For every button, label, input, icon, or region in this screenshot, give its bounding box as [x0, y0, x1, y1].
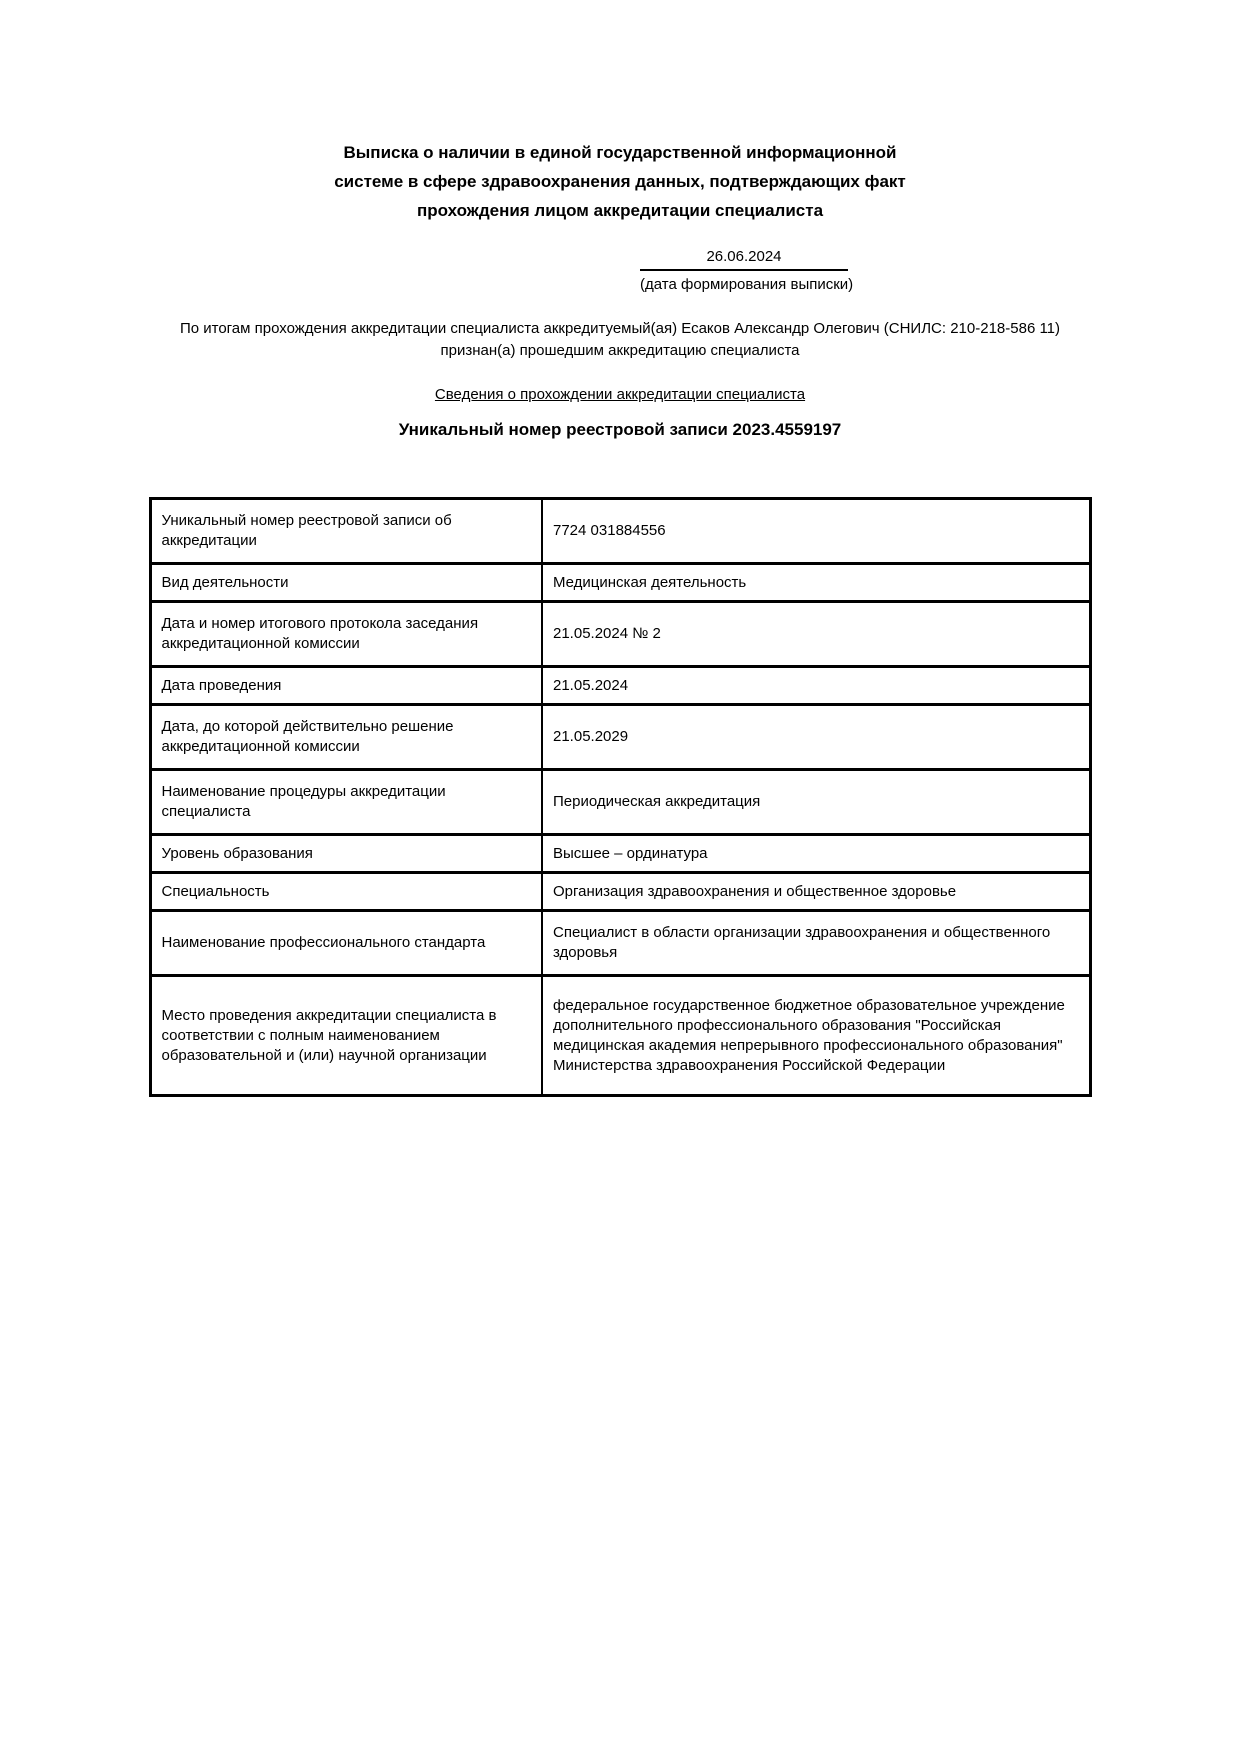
table-row: [150, 976, 1090, 1096]
intro-paragraph-line: признан(а) прошедшим аккредитацию специалиста: [440, 342, 800, 359]
table-row: [150, 499, 1090, 564]
row-value: 21.05.2024: [542, 667, 1090, 705]
document-title-line: системе в сфере здравоохранения данных, подтверждающих факт: [334, 172, 906, 191]
section-heading: Сведения о прохождении аккредитации специалиста: [434, 386, 806, 403]
table-row: [150, 835, 1090, 873]
document-title-line: прохождения лицом аккредитации специалиста: [416, 201, 824, 220]
document-title: [0, 0, 1240, 225]
issue-date: 26.06.2024: [640, 247, 848, 271]
registry-number-heading: Уникальный номер реестровой записи 2023.4559197: [398, 420, 842, 439]
table-row: [150, 564, 1090, 602]
row-value: федеральное государственное бюджетное образовательное учреждение дополнительного профессионального образования "Российская медицинская академия непрерывного профессионального образования" Министерства здравоохранения Российской Федерации: [542, 976, 1090, 1096]
row-value: 21.05.2029: [542, 705, 1090, 770]
row-value: Медицинская деятельность: [542, 564, 1090, 602]
row-label: Наименование процедуры аккредитации специалиста: [150, 770, 542, 835]
table-row: [150, 911, 1090, 976]
table-row: [150, 770, 1090, 835]
row-label: Дата и номер итогового протокола заседания аккредитационной комиссии: [150, 602, 542, 667]
row-label: Место проведения аккредитации специалиста в соответствии с полным наименованием образовательной и (или) научной организации: [150, 976, 542, 1096]
intro-paragraph: [0, 318, 1240, 362]
row-label: Специальность: [150, 873, 542, 911]
row-label: Дата проведения: [150, 667, 542, 705]
row-label: Вид деятельности: [150, 564, 542, 602]
issue-date-block: [640, 247, 854, 294]
document-title-line: Выписка о наличии в единой государственной информационной: [343, 143, 897, 162]
row-label: Уровень образования: [150, 835, 542, 873]
row-value: Высшее – ординатура: [542, 835, 1090, 873]
row-value: Специалист в области организации здравоохранения и общественного здоровья: [542, 911, 1090, 976]
row-label: Уникальный номер реестровой записи об аккредитации: [150, 499, 542, 564]
issue-date-caption: (дата формирования выписки): [640, 276, 854, 293]
row-label: Дата, до которой действительно решение аккредитационной комиссии: [150, 705, 542, 770]
intro-paragraph-line: По итогам прохождения аккредитации специалиста аккредитуемый(ая) Есаков Александр Олегович (СНИЛС: 210-218-586 11): [179, 320, 1061, 337]
row-value: Периодическая аккредитация: [542, 770, 1090, 835]
row-value: 21.05.2024 № 2: [542, 602, 1090, 667]
row-label: Наименование профессионального стандарта: [150, 911, 542, 976]
table-row: [150, 873, 1090, 911]
accreditation-table: [149, 497, 1092, 1097]
row-value: Организация здравоохранения и общественное здоровье: [542, 873, 1090, 911]
table-row: [150, 705, 1090, 770]
row-value: 7724 031884556: [542, 499, 1090, 564]
table-row: [150, 602, 1090, 667]
table-row: [150, 667, 1090, 705]
